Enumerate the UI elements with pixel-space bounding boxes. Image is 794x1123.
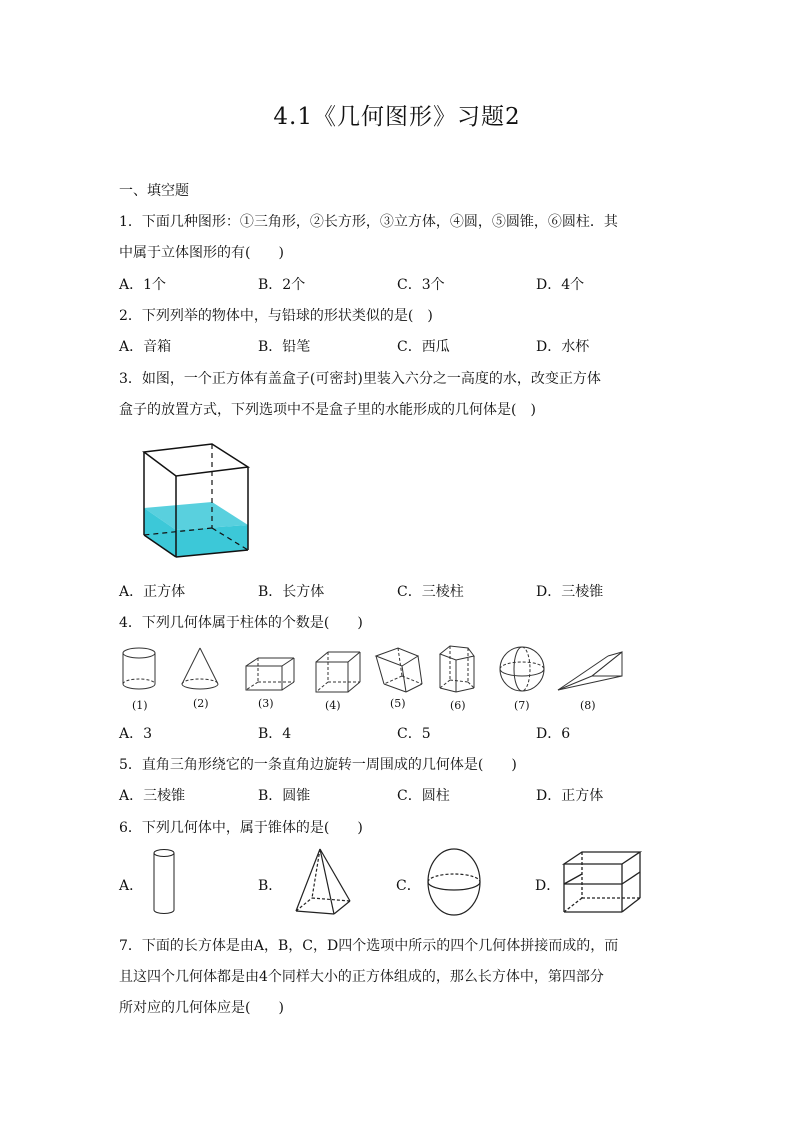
q3-option-b[interactable]: B．长方体 [258, 584, 325, 600]
q3-option-d[interactable]: D．三棱锥 [536, 584, 604, 600]
q1-option-d[interactable]: D．4个 [536, 277, 585, 293]
q3-option-a[interactable]: A．正方体 [119, 584, 186, 600]
q1-text-line2: 中属于立体图形的有( ) [119, 245, 284, 261]
q5-option-c[interactable]: C．圆柱 [397, 788, 450, 804]
q4-fig-label-2: (2) [193, 697, 209, 710]
q1-text-line1: 1．下面几种图形：①三角形，②长方形，③立方体，④圆，⑤圆锥，⑥圆柱．其 [119, 214, 618, 230]
q5-option-a[interactable]: A．三棱锥 [119, 788, 186, 804]
q4-fig-label-3: (3) [258, 697, 274, 710]
q6-option-d-cuboid[interactable] [560, 848, 644, 916]
q7-text-line2: 且这四个几何体都是由4个同样大小的正方体组成的，那么长方体中，第四部分 [119, 969, 604, 985]
cylinder-solid [123, 648, 155, 689]
q6-text-line1: 6．下列几何体中，属于锥体的是( ) [119, 820, 363, 836]
q4-text-line1: 4．下列几何体属于柱体的个数是( ) [119, 615, 363, 631]
q3-text-line2: 盒子的放置方式，下列选项中不是盒子里的水能形成的几何体是( ) [119, 402, 536, 418]
q2-option-a[interactable]: A．音箱 [119, 339, 172, 355]
q4-fig-label-4: (4) [325, 699, 341, 712]
q3-cube-figure [140, 440, 252, 560]
q6-option-d-label[interactable]: D． [535, 878, 561, 894]
cone-solid [182, 648, 218, 689]
q6-option-a-cylinder[interactable] [150, 848, 180, 918]
tilted-prism-solid [376, 648, 422, 692]
q1-option-c[interactable]: C．3个 [397, 277, 445, 293]
q4-fig-label-8: (8) [580, 699, 596, 712]
q5-option-b[interactable]: B．圆锥 [258, 788, 311, 804]
q2-option-b[interactable]: B．铅笔 [258, 339, 311, 355]
q5-option-d[interactable]: D．正方体 [536, 788, 604, 804]
q1-option-a[interactable]: A．1个 [119, 277, 167, 293]
cube-solid [316, 652, 360, 692]
q6-option-c-label[interactable]: C． [396, 878, 421, 894]
q4-fig-label-7: (7) [514, 699, 530, 712]
triangular-prism-solid [558, 652, 622, 690]
q7-text-line1: 7．下面的长方体是由A，B，C，D四个选项中所示的四个几何体拼接而成的，而 [119, 938, 619, 954]
q4-solids-figure [118, 644, 658, 696]
q4-fig-label-5: (5) [390, 697, 406, 710]
section-heading: 一、填空题 [119, 183, 189, 199]
q4-option-a[interactable]: A．3 [119, 726, 153, 742]
sphere-solid [500, 647, 544, 691]
q4-fig-label-6: (6) [450, 699, 466, 712]
q4-option-b[interactable]: B．4 [258, 726, 292, 742]
q2-option-c[interactable]: C．西瓜 [397, 339, 450, 355]
page-title: 4.1《几何图形》习题2 [273, 104, 521, 130]
q2-option-d[interactable]: D．水杯 [536, 339, 590, 355]
q6-option-b-label[interactable]: B． [258, 878, 283, 894]
q4-fig-label-1: (1) [132, 699, 148, 712]
cuboid-solid [246, 658, 294, 690]
q6-option-c-sphere[interactable] [426, 846, 484, 918]
q5-text-line1: 5．直角三角形绕它的一条直角边旋转一周围成的几何体是( ) [119, 757, 517, 773]
pentagonal-prism-solid [440, 646, 474, 692]
q3-text-line1: 3．如图，一个正方体有盖盒子(可密封)里装入六分之一高度的水，改变正方体 [119, 371, 601, 387]
q4-option-c[interactable]: C．5 [397, 726, 431, 742]
q3-option-c[interactable]: C．三棱柱 [397, 584, 464, 600]
q2-text-line1: 2．下列列举的物体中，与铅球的形状类似的是( ) [119, 308, 433, 324]
q1-option-b[interactable]: B．2个 [258, 277, 306, 293]
q4-option-d[interactable]: D．6 [536, 726, 571, 742]
q6-option-b-pyramid[interactable] [290, 846, 356, 918]
q6-option-a-label[interactable]: A． [119, 878, 144, 894]
q7-text-line3: 所对应的几何体应是( ) [119, 1000, 284, 1016]
